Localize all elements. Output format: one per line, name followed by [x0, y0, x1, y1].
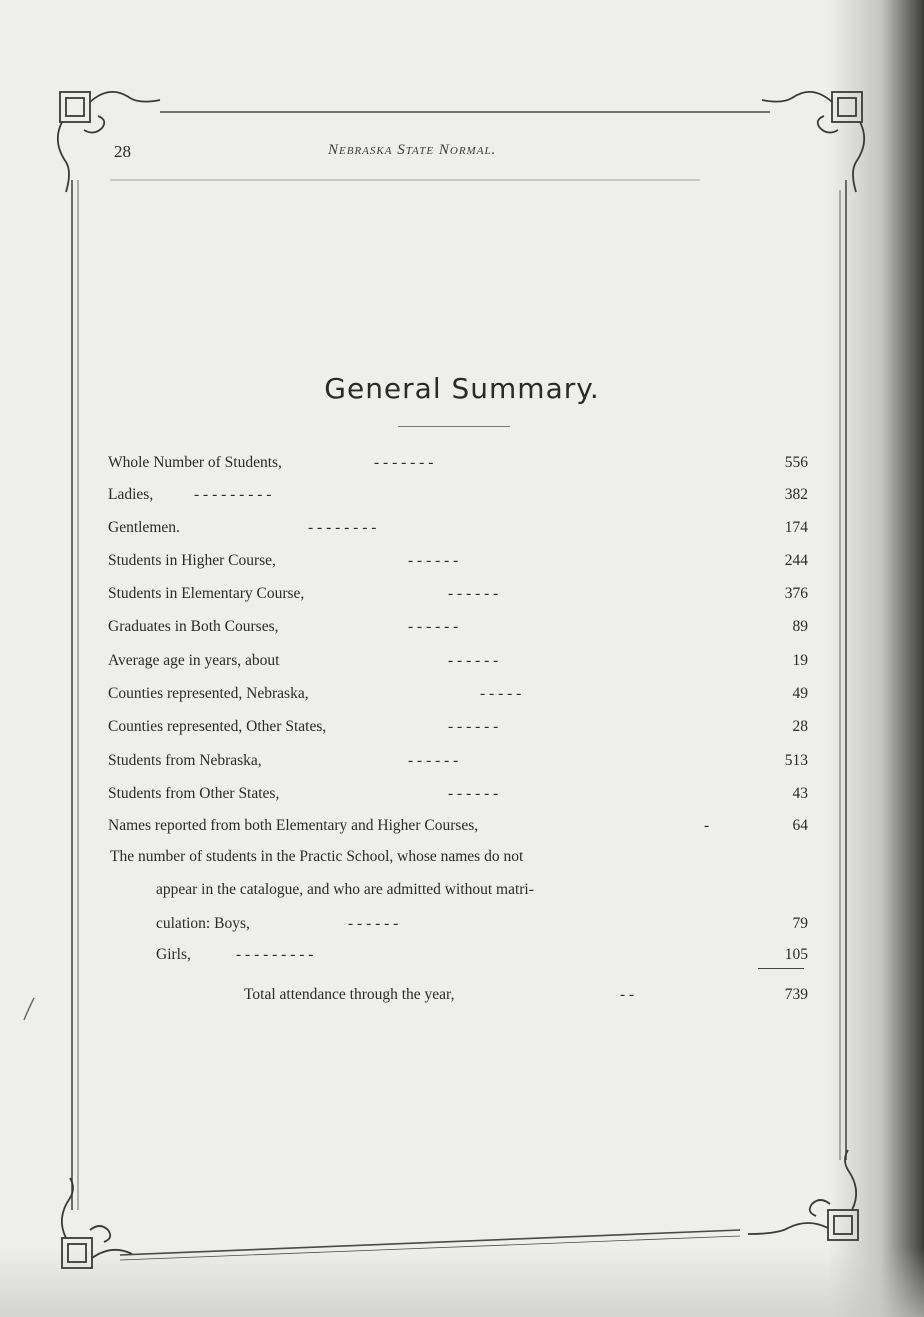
practic-row-girls	[108, 944, 808, 968]
page-number: 28	[114, 142, 131, 161]
row-value: 556	[784, 454, 808, 471]
row-label: Students from Other States,	[108, 785, 280, 802]
row-leader: - - - - - -	[408, 552, 459, 569]
practic-line-1: The number of students in the Practic School, whose names do not	[110, 848, 524, 865]
row-value: 244	[784, 552, 808, 569]
page-header	[108, 138, 808, 170]
corner-ornament-bottom-right	[748, 1150, 858, 1240]
row-label: Counties represented, Other States,	[108, 718, 327, 735]
row-label: Whole Number of Students,	[108, 454, 282, 471]
practic-line-2: appear in the catalogue, and who are admitted without matri-	[156, 881, 534, 898]
row-label: Names reported from both Elementary and Higher Courses,	[108, 817, 479, 834]
row-label: Girls,	[156, 946, 191, 963]
row-label: Counties represented, Nebraska,	[108, 685, 309, 702]
pencil-mark	[18, 990, 48, 1030]
page-title: General Summary.	[324, 372, 600, 405]
row-leader: - - - - - -	[448, 585, 499, 602]
summary-row-names-both-courses	[108, 815, 808, 839]
row-value: 19	[792, 652, 808, 669]
total-label: Total attendance through the year,	[244, 986, 455, 1003]
row-leader: - - - - - - - - -	[194, 486, 272, 503]
row-leader: - - - - - -	[348, 915, 399, 932]
running-title: Nebraska State Normal.	[328, 142, 497, 158]
row-value: 43	[792, 785, 808, 802]
row-leader: - - - - - -	[408, 618, 459, 635]
summary-row-gentlemen	[108, 517, 808, 541]
row-label: Students in Elementary Course,	[108, 585, 305, 602]
row-value: 376	[784, 585, 808, 602]
row-leader: - - - - - - -	[374, 454, 434, 471]
summary-row-other-states	[108, 783, 808, 807]
row-value: 64	[792, 817, 808, 834]
summary-row-counties-other	[108, 716, 808, 740]
row-value: 79	[792, 915, 808, 932]
row-value: 513	[784, 752, 808, 769]
summary-row-elementary-course	[108, 583, 808, 607]
summary-row-graduates	[108, 616, 808, 640]
summary-row-ladies	[108, 484, 808, 508]
total-value: 739	[784, 986, 808, 1003]
row-label: Students from Nebraska,	[108, 752, 262, 769]
row-leader: - - - - - -	[448, 785, 499, 802]
row-leader: - - - - - -	[408, 752, 459, 769]
row-label: Ladies,	[108, 486, 154, 503]
row-label: Graduates in Both Courses,	[108, 618, 279, 635]
sum-rule	[758, 968, 804, 969]
summary-row-average-age	[108, 650, 808, 674]
row-value: 382	[784, 486, 808, 503]
row-label: culation: Boys,	[156, 915, 250, 932]
summary-row-from-nebraska	[108, 750, 808, 774]
summary-row-counties-nebraska	[108, 683, 808, 707]
row-leader: - - - - - -	[448, 652, 499, 669]
row-leader: - -	[620, 986, 635, 1003]
row-label: Students in Higher Course,	[108, 552, 276, 569]
row-label: Gentlemen.	[108, 519, 180, 536]
summary-row-higher-course	[108, 550, 808, 574]
title-rule	[398, 426, 510, 427]
row-value: 105	[784, 946, 808, 963]
row-value: 174	[784, 519, 808, 536]
row-value: 49	[792, 685, 808, 702]
row-leader: - - - - - - - -	[308, 519, 377, 536]
practic-row-boys	[108, 913, 808, 937]
row-label: Average age in years, about	[108, 652, 280, 669]
row-value: 89	[792, 618, 808, 635]
row-value: 28	[792, 718, 808, 735]
row-leader: - - - - - -	[448, 718, 499, 735]
summary-row-whole-number	[108, 452, 808, 476]
total-row	[108, 984, 808, 1008]
row-leader: -	[704, 817, 710, 834]
row-leader: - - - - -	[480, 685, 522, 702]
row-leader: - - - - - - - - -	[236, 946, 314, 963]
